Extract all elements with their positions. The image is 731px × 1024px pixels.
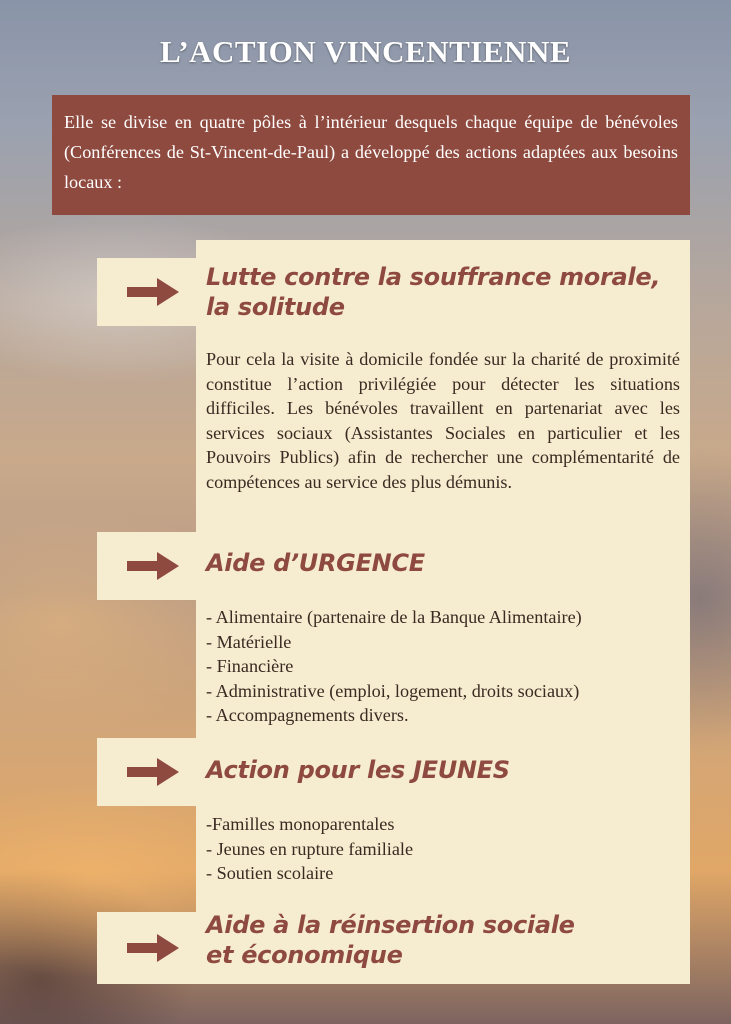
section-1-heading-line1: Lutte contre la souffrance morale,	[206, 263, 661, 291]
section-2-list	[206, 605, 582, 728]
section-4-tab	[97, 912, 209, 984]
section-4-heading-line1: Aide à la réinsertion sociale	[206, 911, 575, 939]
list-item: - Jeunes en rupture familiale	[206, 838, 414, 859]
list-item: -Familles monoparentales	[206, 814, 395, 834]
arrow-right-icon	[123, 930, 183, 966]
section-1-heading-line2: la solitude	[206, 293, 345, 321]
list-item: - Soutien scolaire	[206, 863, 334, 883]
list-item: - Alimentaire (partenaire de la Banque Alimentaire)	[206, 607, 582, 627]
arrow-right-icon	[123, 754, 183, 790]
arrow-right-icon	[123, 274, 183, 310]
section-1-tab	[97, 258, 209, 326]
arrow-right-icon	[123, 548, 183, 584]
section-2-heading-line1: Aide d’URGENCE	[206, 549, 425, 577]
list-item: - Administrative (emploi, logement, droits sociaux)	[206, 680, 580, 701]
section-4-heading-line2: et économique	[206, 941, 403, 969]
section-1-heading	[206, 262, 660, 322]
list-item: - Financière	[206, 656, 294, 676]
section-2-tab	[97, 532, 209, 600]
section-3-heading-line1: Action pour les JEUNES	[206, 756, 510, 784]
section-3-heading	[206, 755, 510, 785]
section-4-heading	[206, 910, 575, 970]
section-2-heading	[206, 548, 425, 578]
section-3-tab	[97, 738, 209, 806]
intro-text: Elle se divise en quatre pôles à l’intérieur desquels chaque équipe de bénévoles (Conférences de St-Vincent-de-Paul) a développé des actions adaptées aux besoins locaux :	[52, 95, 690, 215]
section-1-body: Pour cela la visite à domicile fondée sur la charité de proximité constitue l’action privilégiée pour détecter les situations difficiles. Les bénévoles travaillent en partenariat avec les services sociaux (Assistantes Sociales en particulier et les Pouvoirs Publics) afin de rechercher une complémentarité de compétences au service des plus démunis.	[206, 349, 680, 492]
section-3-list	[206, 812, 413, 886]
list-item: - Matérielle	[206, 631, 292, 652]
page-title: L’ACTION VINCENTIENNE	[159, 34, 572, 69]
list-item: - Accompagnements divers.	[206, 705, 409, 725]
